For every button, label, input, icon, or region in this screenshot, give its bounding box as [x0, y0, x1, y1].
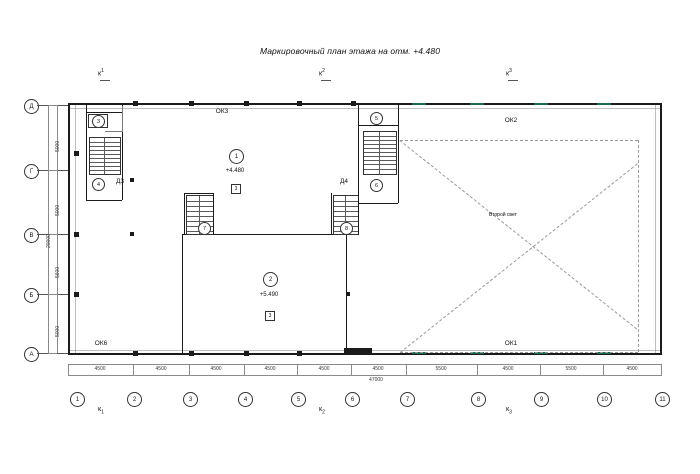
left-dim-2: 5000 [55, 204, 61, 216]
door-leaf-left [105, 131, 123, 132]
finish-mark-2: 3 [265, 311, 275, 321]
window-top-4 [597, 103, 611, 105]
bottom-dim-line-outer [68, 375, 662, 376]
bottom-dim-total: 47000 [369, 377, 383, 383]
axis-mark-k1-bottom: $к_1$ [98, 406, 104, 416]
column-left-b [74, 292, 79, 297]
stair-flight-left [89, 137, 121, 175]
level-mark-1: +4.480 [225, 168, 245, 174]
label-ok6: ОК6 [94, 340, 108, 347]
column-left-g [74, 151, 79, 156]
axis-col-5: 5 [291, 392, 306, 407]
axis-col-8: 8 [471, 392, 486, 407]
axis-col-3: 3 [183, 392, 198, 407]
label-d4: Д4 [340, 178, 349, 185]
label-ok3: ОК3 [215, 108, 229, 115]
axis-col-1: 1 [70, 392, 85, 407]
label-d3: Д3 [116, 178, 125, 185]
bottom-dim-4: 4500 [264, 366, 276, 372]
exterior-wall-top [68, 103, 662, 105]
exterior-wall-left [68, 103, 70, 355]
column-bottom-5 [297, 351, 302, 356]
room-bubble-2: 2 [263, 272, 278, 287]
axis-mark-k3-bottom: $к_3$ [506, 406, 512, 416]
bottom-dim-3: 4500 [210, 366, 222, 372]
bottom-dim-8: 4500 [502, 366, 514, 372]
partition-left-room3-bottom [86, 112, 122, 113]
window-top-2 [470, 103, 484, 105]
inner-offset-line-top [70, 108, 660, 109]
column-top-3 [189, 101, 194, 106]
column-top-4 [244, 101, 249, 106]
level-mark-2: +5.490 [259, 292, 279, 298]
axis-tick-k2-top [321, 80, 331, 81]
left-dim-line-outer [48, 105, 49, 353]
window-top-3 [534, 103, 548, 105]
axis-row-d: Д [24, 99, 39, 114]
partition-right-stairwell-bottom [358, 203, 398, 204]
partition-right-room5-bottom [358, 125, 398, 126]
partition-stair7-left [184, 193, 185, 235]
left-dim-4: 5000 [55, 325, 61, 337]
bottom-dim-1: 4500 [94, 366, 106, 372]
void-edge-top [400, 140, 638, 141]
left-dim-1: 5000 [55, 140, 61, 152]
axis-mark-k1-top: $к^1$ [98, 68, 104, 78]
axis-mark-k2-top: $к^2$ [319, 68, 325, 78]
partition-stair7-right [213, 193, 214, 235]
room-bubble-5: 5 [370, 112, 383, 125]
axis-col-9: 9 [534, 392, 549, 407]
axis-col-11: 11 [655, 392, 670, 407]
room-bubble-1: 1 [229, 149, 244, 164]
left-dim-total: 20000 [46, 234, 52, 248]
partition-room2-right [346, 234, 347, 354]
room-bubble-7: 7 [198, 222, 211, 235]
drawing-title: Маркировочный план этажа на отм. +4.480 [259, 46, 441, 56]
column-interior-2 [130, 178, 134, 182]
room-bubble-3: 3 [92, 115, 105, 128]
room-bubble-4: 4 [92, 178, 105, 191]
partition-stair8-left [331, 193, 332, 235]
bottom-dim-10: 4500 [626, 366, 638, 372]
bottom-dim-6: 4500 [372, 366, 384, 372]
void-diagonal-1 [399, 140, 637, 329]
label-ok2: ОК2 [504, 117, 518, 124]
partition-right-stairwell-left [358, 105, 359, 203]
second-light-label: Второй свет [489, 212, 517, 218]
void-edge-right [638, 140, 639, 352]
bottom-dim-line-inner [68, 364, 662, 365]
axis-row-a: А [24, 347, 39, 362]
partition-left-stairwell-left [86, 105, 87, 200]
axis-row-b: Б [24, 288, 39, 303]
door-swing-left [122, 106, 123, 132]
inner-offset-line-right [655, 105, 656, 353]
column-interior-1 [130, 232, 134, 236]
stair-flight-right [363, 131, 397, 175]
column-top-5 [297, 101, 302, 106]
bottom-dim-5: 4500 [318, 366, 330, 372]
axis-col-6: 6 [345, 392, 360, 407]
axis-mark-k2-bottom: $к_2$ [319, 406, 325, 416]
inner-offset-line-left [75, 105, 76, 353]
axis-tick-k1-top [100, 80, 110, 81]
axis-col-10: 10 [597, 392, 612, 407]
partition-stair8-right [358, 193, 359, 235]
partition-stair7-top [184, 193, 213, 194]
left-dim-3: 5600 [55, 266, 61, 278]
axis-row-g: Г [24, 164, 39, 179]
room-bubble-6: 6 [370, 179, 383, 192]
partition-right-stairwell-right [398, 105, 399, 203]
axis-col-2: 2 [127, 392, 142, 407]
axis-col-4: 4 [238, 392, 253, 407]
partition-left-stairwell-bottom [86, 200, 122, 201]
room-bubble-8: 8 [340, 222, 353, 235]
finish-mark-1: 3 [231, 184, 241, 194]
column-top-2 [133, 101, 138, 106]
column-bottom-2 [133, 351, 138, 356]
axis-row-v: В [24, 228, 39, 243]
window-top-1 [412, 103, 426, 105]
column-top-6 [351, 101, 356, 106]
bottom-dim-7: 5500 [435, 366, 447, 372]
bottom-dim-2: 4500 [155, 366, 167, 372]
bottom-dim-9: 5500 [565, 366, 577, 372]
column-left-v [74, 232, 79, 237]
axis-col-7: 7 [400, 392, 415, 407]
partition-room2-left [182, 234, 183, 354]
label-ok1: ОК1 [504, 340, 518, 347]
void-edge-bottom [400, 352, 638, 353]
exterior-wall-right [660, 103, 662, 355]
axis-mark-k3-top: $к^3$ [506, 68, 512, 78]
column-bottom-3 [189, 351, 194, 356]
void-diagonal-2 [400, 163, 638, 352]
axis-tick-k3-top [508, 80, 518, 81]
column-bottom-4 [244, 351, 249, 356]
wall-thick-bottom-node [344, 348, 372, 355]
